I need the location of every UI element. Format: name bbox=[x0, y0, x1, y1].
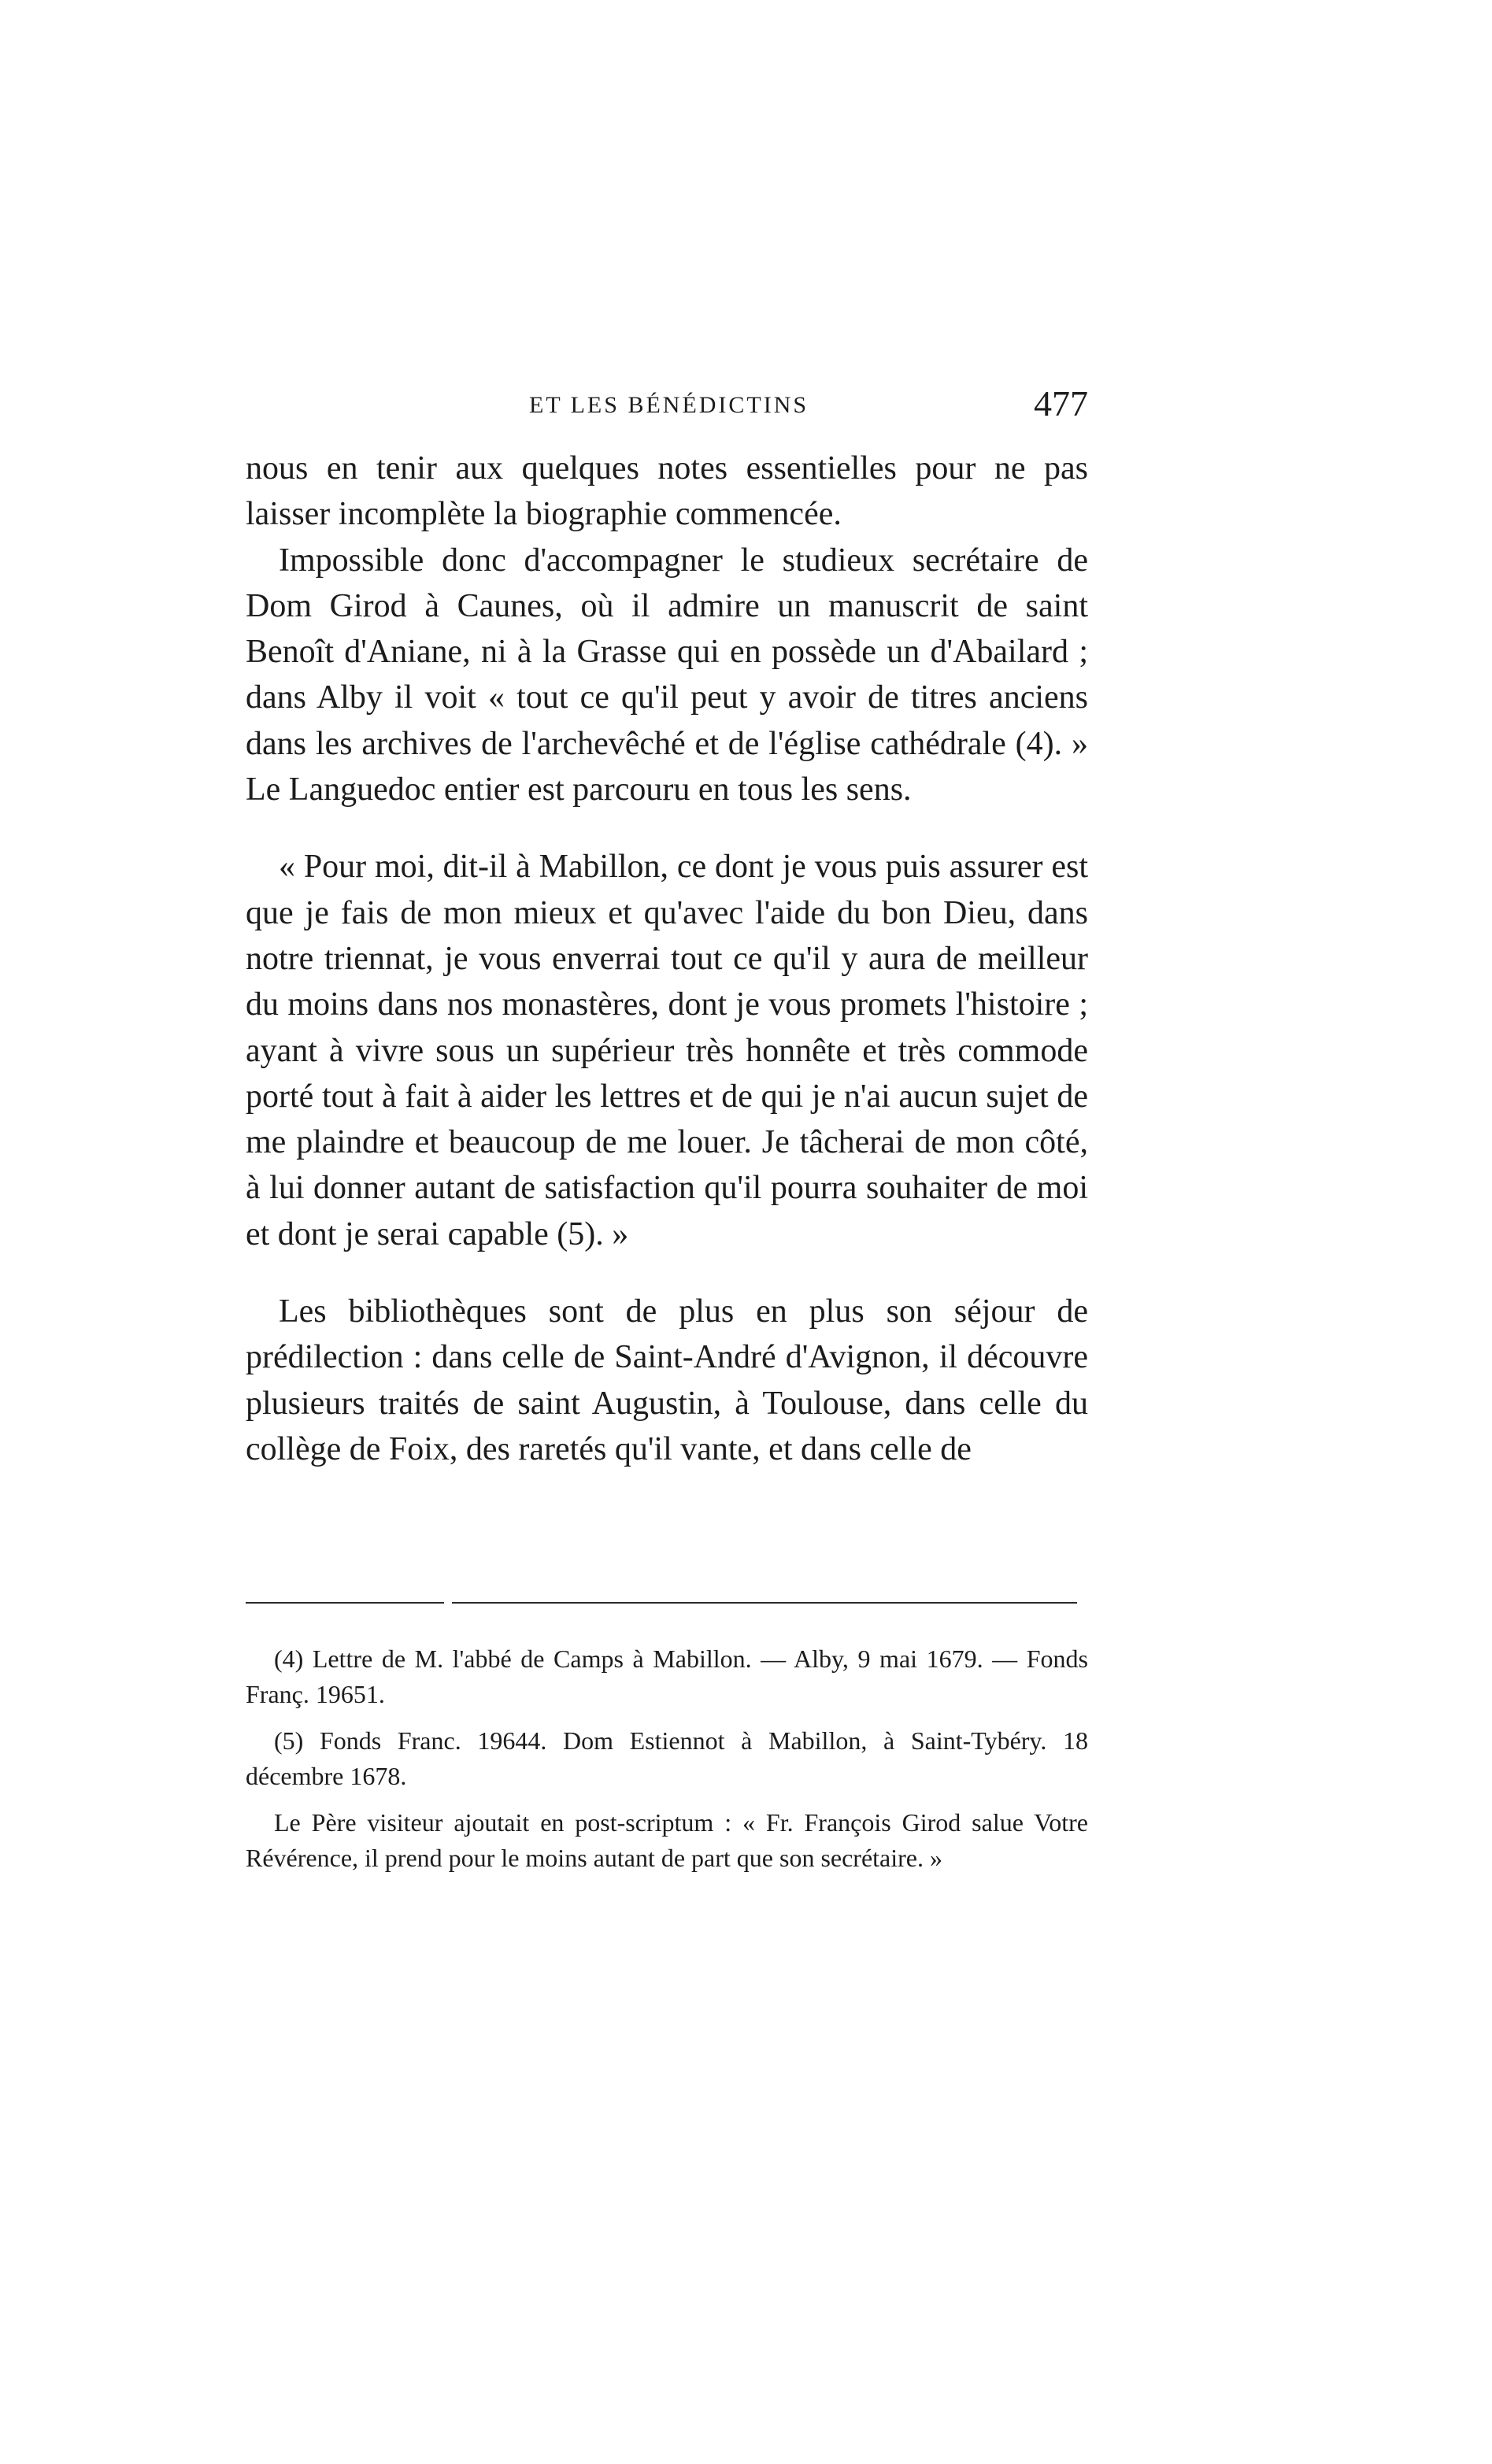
separator-rule-short bbox=[246, 1602, 444, 1604]
separator-rule-long bbox=[452, 1602, 1077, 1604]
footnote-4: (4) Lettre de M. l'abbé de Camps à Mabillon. — Alby, 9 mai 1679. — Fonds Franç. 19651. bbox=[246, 1645, 1088, 1708]
footnote-5: (5) Fonds Franc. 19644. Dom Estiennot à Mabillon, à Saint-Tybéry. 18 décembre 1678. bbox=[246, 1726, 1088, 1790]
paragraph-continuation: nous en tenir aux quelques notes essentielles pour ne pas laisser incomplète la biographie commencée. bbox=[246, 450, 1088, 533]
paragraph: Impossible donc d'accompagner le studieux secrétaire de Dom Girod à Caunes, où il admire un manuscrit de saint Benoît d'Aniane, ni à la Grasse qui en possède un d'Abailard ; dans Alby il voit « tout ce qu'il peut y avoir de titres anciens dans les archives de l'archevêché et de l'église cathédrale (4). » Le Languedoc entier est parcouru en tous les sens. bbox=[246, 542, 1088, 808]
running-head bbox=[246, 383, 1088, 438]
quoted-letter: « Pour moi, dit-il à Mabillon, ce dont je vous puis assurer est que je fais de mon mieux et qu'avec l'aide du bon Dieu, dans notre triennat, je vous enverrai tout ce qu'il y aura de meilleur du moins dans nos monastères, dont je vous promets l'histoire ; ayant à vivre sous un supérieur très honnête et très commode porté tout à fait à aider les lettres et de qui je n'ai aucun sujet de me plaindre et beaucoup de me louer. Je tâcherai de mon côté, à lui donner autant de satisfaction qu'il pourra souhaiter de moi et dont je serai capable (5). » bbox=[246, 849, 1088, 1252]
paragraph: Les bibliothèques sont de plus en plus son séjour de prédilection : dans celle de Saint-André d'Avignon, il découvre plusieurs traités de saint Augustin, à Toulouse, dans celle du collège de Foix, des raretés qu'il vante, et dans celle de bbox=[246, 1293, 1088, 1467]
running-title: ET LES BÉNÉDICTINS bbox=[529, 392, 809, 418]
footnotes bbox=[246, 1641, 1088, 1887]
body-text bbox=[246, 446, 1088, 1472]
footnote-postscript: Le Père visiteur ajoutait en post-scriptum : « Fr. François Girod salue Votre Révérence, il prend pour le moins autant de part que son secrétaire. » bbox=[246, 1808, 1088, 1872]
footnote-separator bbox=[246, 1601, 1077, 1604]
page-number: 477 bbox=[1034, 383, 1088, 424]
